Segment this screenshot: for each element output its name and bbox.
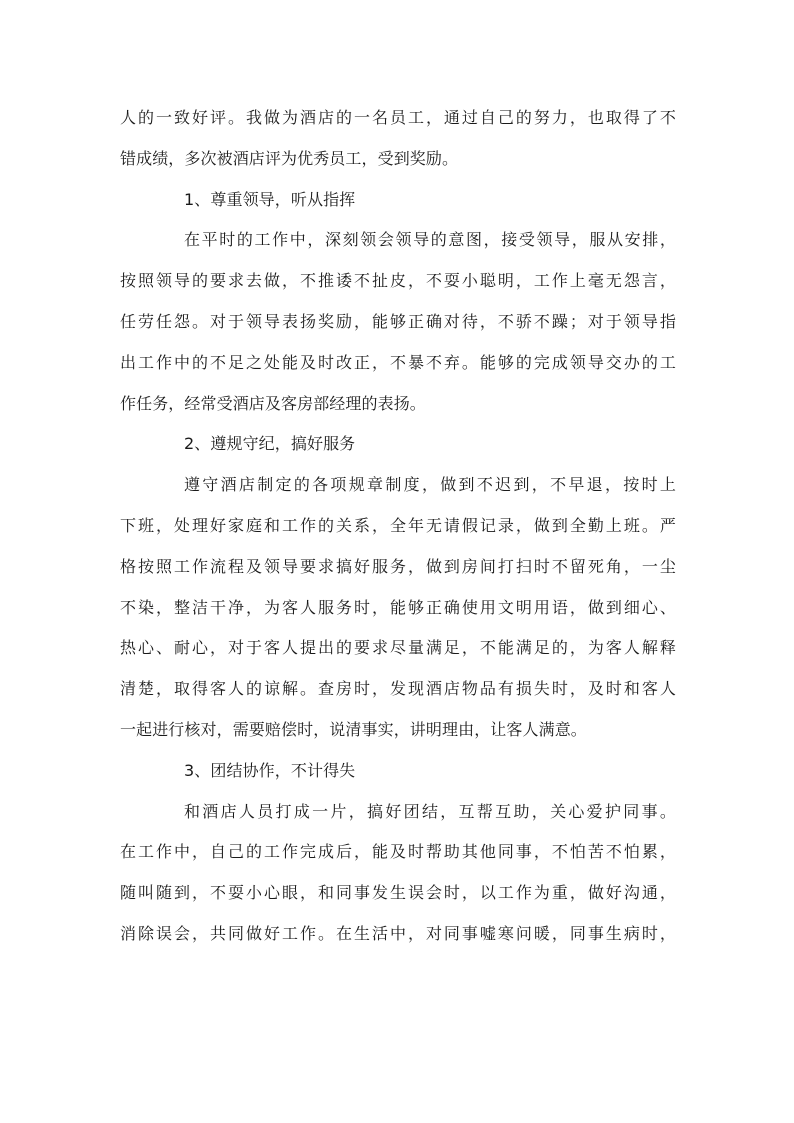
text-line: 消除误会，共同做好工作。在生活中，对同事嘘寒问暖，同事生病时， bbox=[120, 923, 676, 943]
text-line: 作任务，经常受酒店及客房部经理的表扬。 bbox=[120, 393, 426, 413]
text-line: 2、遵规守纪，搞好服务 bbox=[184, 434, 356, 454]
text-line: 1、尊重领导，听从指挥 bbox=[184, 189, 356, 209]
text-line: 热心、耐心，对于客人提出的要求尽量满足，不能满足的，为客人解释 bbox=[120, 638, 676, 658]
text-line: 错成绩，多次被酒店评为优秀员工，受到奖励。 bbox=[120, 148, 459, 168]
text-line: 和酒店人员打成一片，搞好团结，互帮互助，关心爱护同事。 bbox=[184, 801, 676, 821]
document-body bbox=[120, 98, 676, 955]
text-line: 按照领导的要求去做，不推诿不扯皮，不耍小聪明，工作上毫无怨言， bbox=[120, 271, 676, 291]
text-line: 遵守酒店制定的各项规章制度，做到不迟到，不早退，按时上 bbox=[184, 475, 676, 495]
text-line: 出工作中的不足之处能及时改正，不暴不弃。能够的完成领导交办的工 bbox=[120, 352, 676, 372]
text-line: 清楚，取得客人的谅解。查房时，发现酒店物品有损失时，及时和客人 bbox=[120, 679, 676, 699]
text-line: 3、团结协作，不计得失 bbox=[184, 760, 356, 780]
text-line: 人的一致好评。我做为酒店的一名员工，通过自己的努力，也取得了不 bbox=[120, 108, 676, 127]
text-line: 一起进行核对，需要赔偿时，说清事实，讲明理由，让客人满意。 bbox=[120, 719, 587, 739]
text-line: 格按照工作流程及领导要求搞好服务，做到房间打扫时不留死角，一尘 bbox=[120, 556, 676, 576]
text-line: 下班，处理好家庭和工作的关系，全年无请假记录，做到全勤上班。严 bbox=[120, 515, 676, 535]
text-line: 在平时的工作中，深刻领会领导的意图，接受领导，服从安排， bbox=[184, 230, 676, 250]
text-line: 不染，整洁干净，为客人服务时，能够正确使用文明用语，做到细心、 bbox=[120, 597, 676, 617]
text-line: 在工作中，自己的工作完成后，能及时帮助其他同事，不怕苦不怕累， bbox=[120, 842, 676, 862]
text-line: 随叫随到，不耍小心眼，和同事发生误会时，以工作为重，做好沟通， bbox=[120, 883, 676, 903]
text-line: 任劳任怨。对于领导表扬奖励，能够正确对待，不骄不躁；对于领导指 bbox=[120, 311, 676, 331]
